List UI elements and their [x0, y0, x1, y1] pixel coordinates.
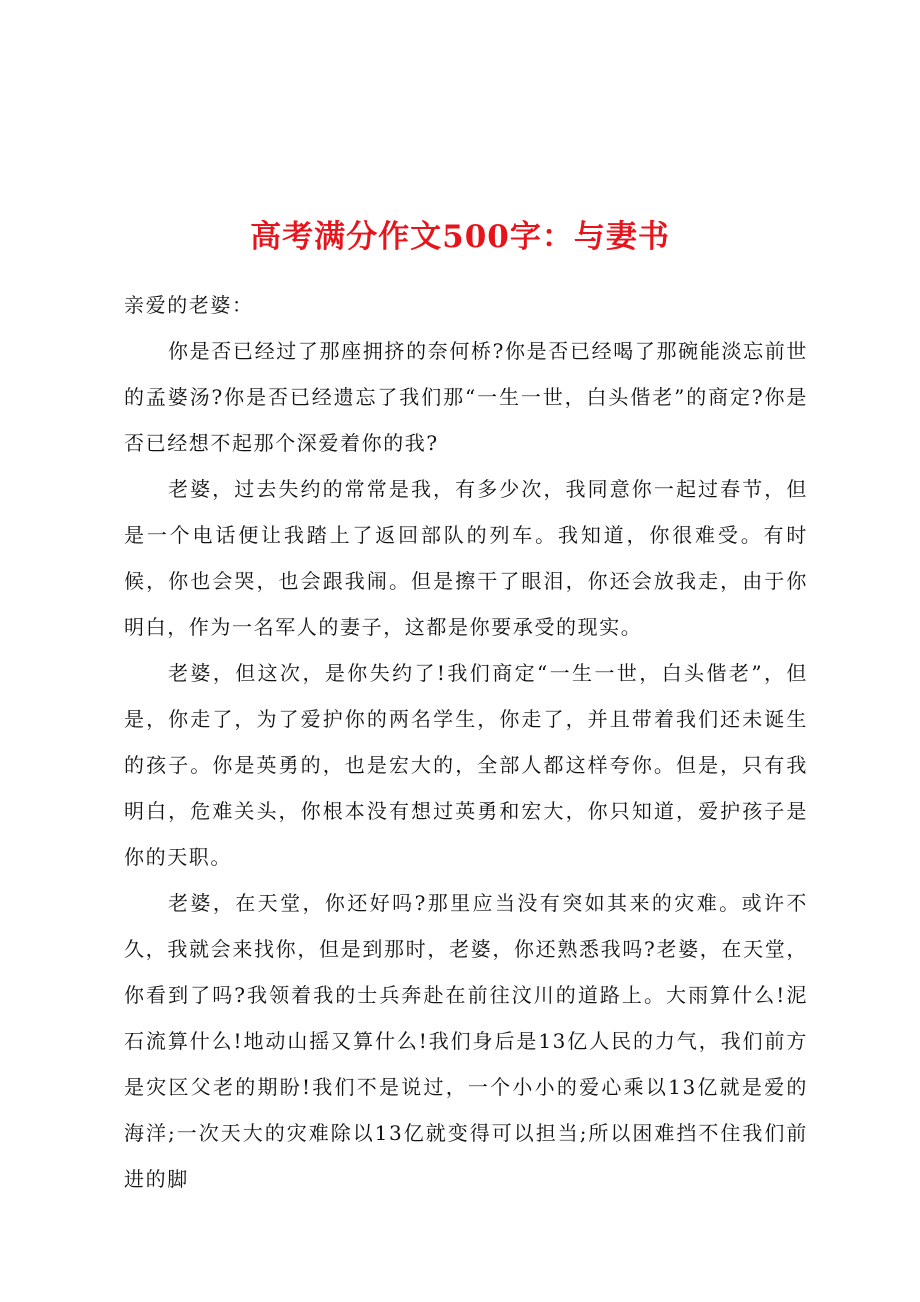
- paragraph-3: 老婆，但这次，是你失约了!我们商定“一生一世，白头偕老”，但是，你走了，为了爱护你的两名学生，你走了，并且带着我们还未诞生的孩子。你是英勇的，也是宏大的，全部人都这样夸你。但是，只有我明白，危难关头，你根本没有想过英勇和宏大，你只知道，爱护孩子是你的天职。: [124, 661, 808, 869]
- paragraph-2: 老婆，过去失约的常常是我，有多少次，我同意你一起过春节，但是一个电话便让我踏上了返回部队的列车。我知道，你很难受。有时候，你也会哭，也会跟我闹。但是擦干了眼泪，你还会放我走，由于你明白，作为一名军人的妻子，这都是你要承受的现实。: [124, 477, 808, 639]
- page-title: 高考满分作文500字：与妻书: [250, 218, 670, 255]
- paragraph-4: 老婆，在天堂，你还好吗?那里应当没有突如其来的灾难。或许不久，我就会来找你，但是到那时，老婆，你还熟悉我吗?老婆，在天堂，你看到了吗?我领着我的士兵奔赴在前往汶川的道路上。大雨算什么!泥石流算什么!地动山摇又算什么!我们身后是13亿人民的力气，我们前方是灾区父老的期盼!我们不是说过，一个小小的爱心乘以13亿就是爱的海洋;一次天大的灾难除以13亿就变得可以担当;所以困难挡不住我们前进的脚: [124, 891, 808, 1191]
- paragraph-1: 你是否已经过了那座拥挤的奈何桥?你是否已经喝了那碗能淡忘前世的孟婆汤?你是否已经遗忘了我们那“一生一世，白头偕老”的商定?你是否已经想不起那个深爱着你的我?: [124, 339, 808, 455]
- salutation: 亲爱的老婆：: [124, 293, 254, 317]
- article-body: [124, 282, 808, 1202]
